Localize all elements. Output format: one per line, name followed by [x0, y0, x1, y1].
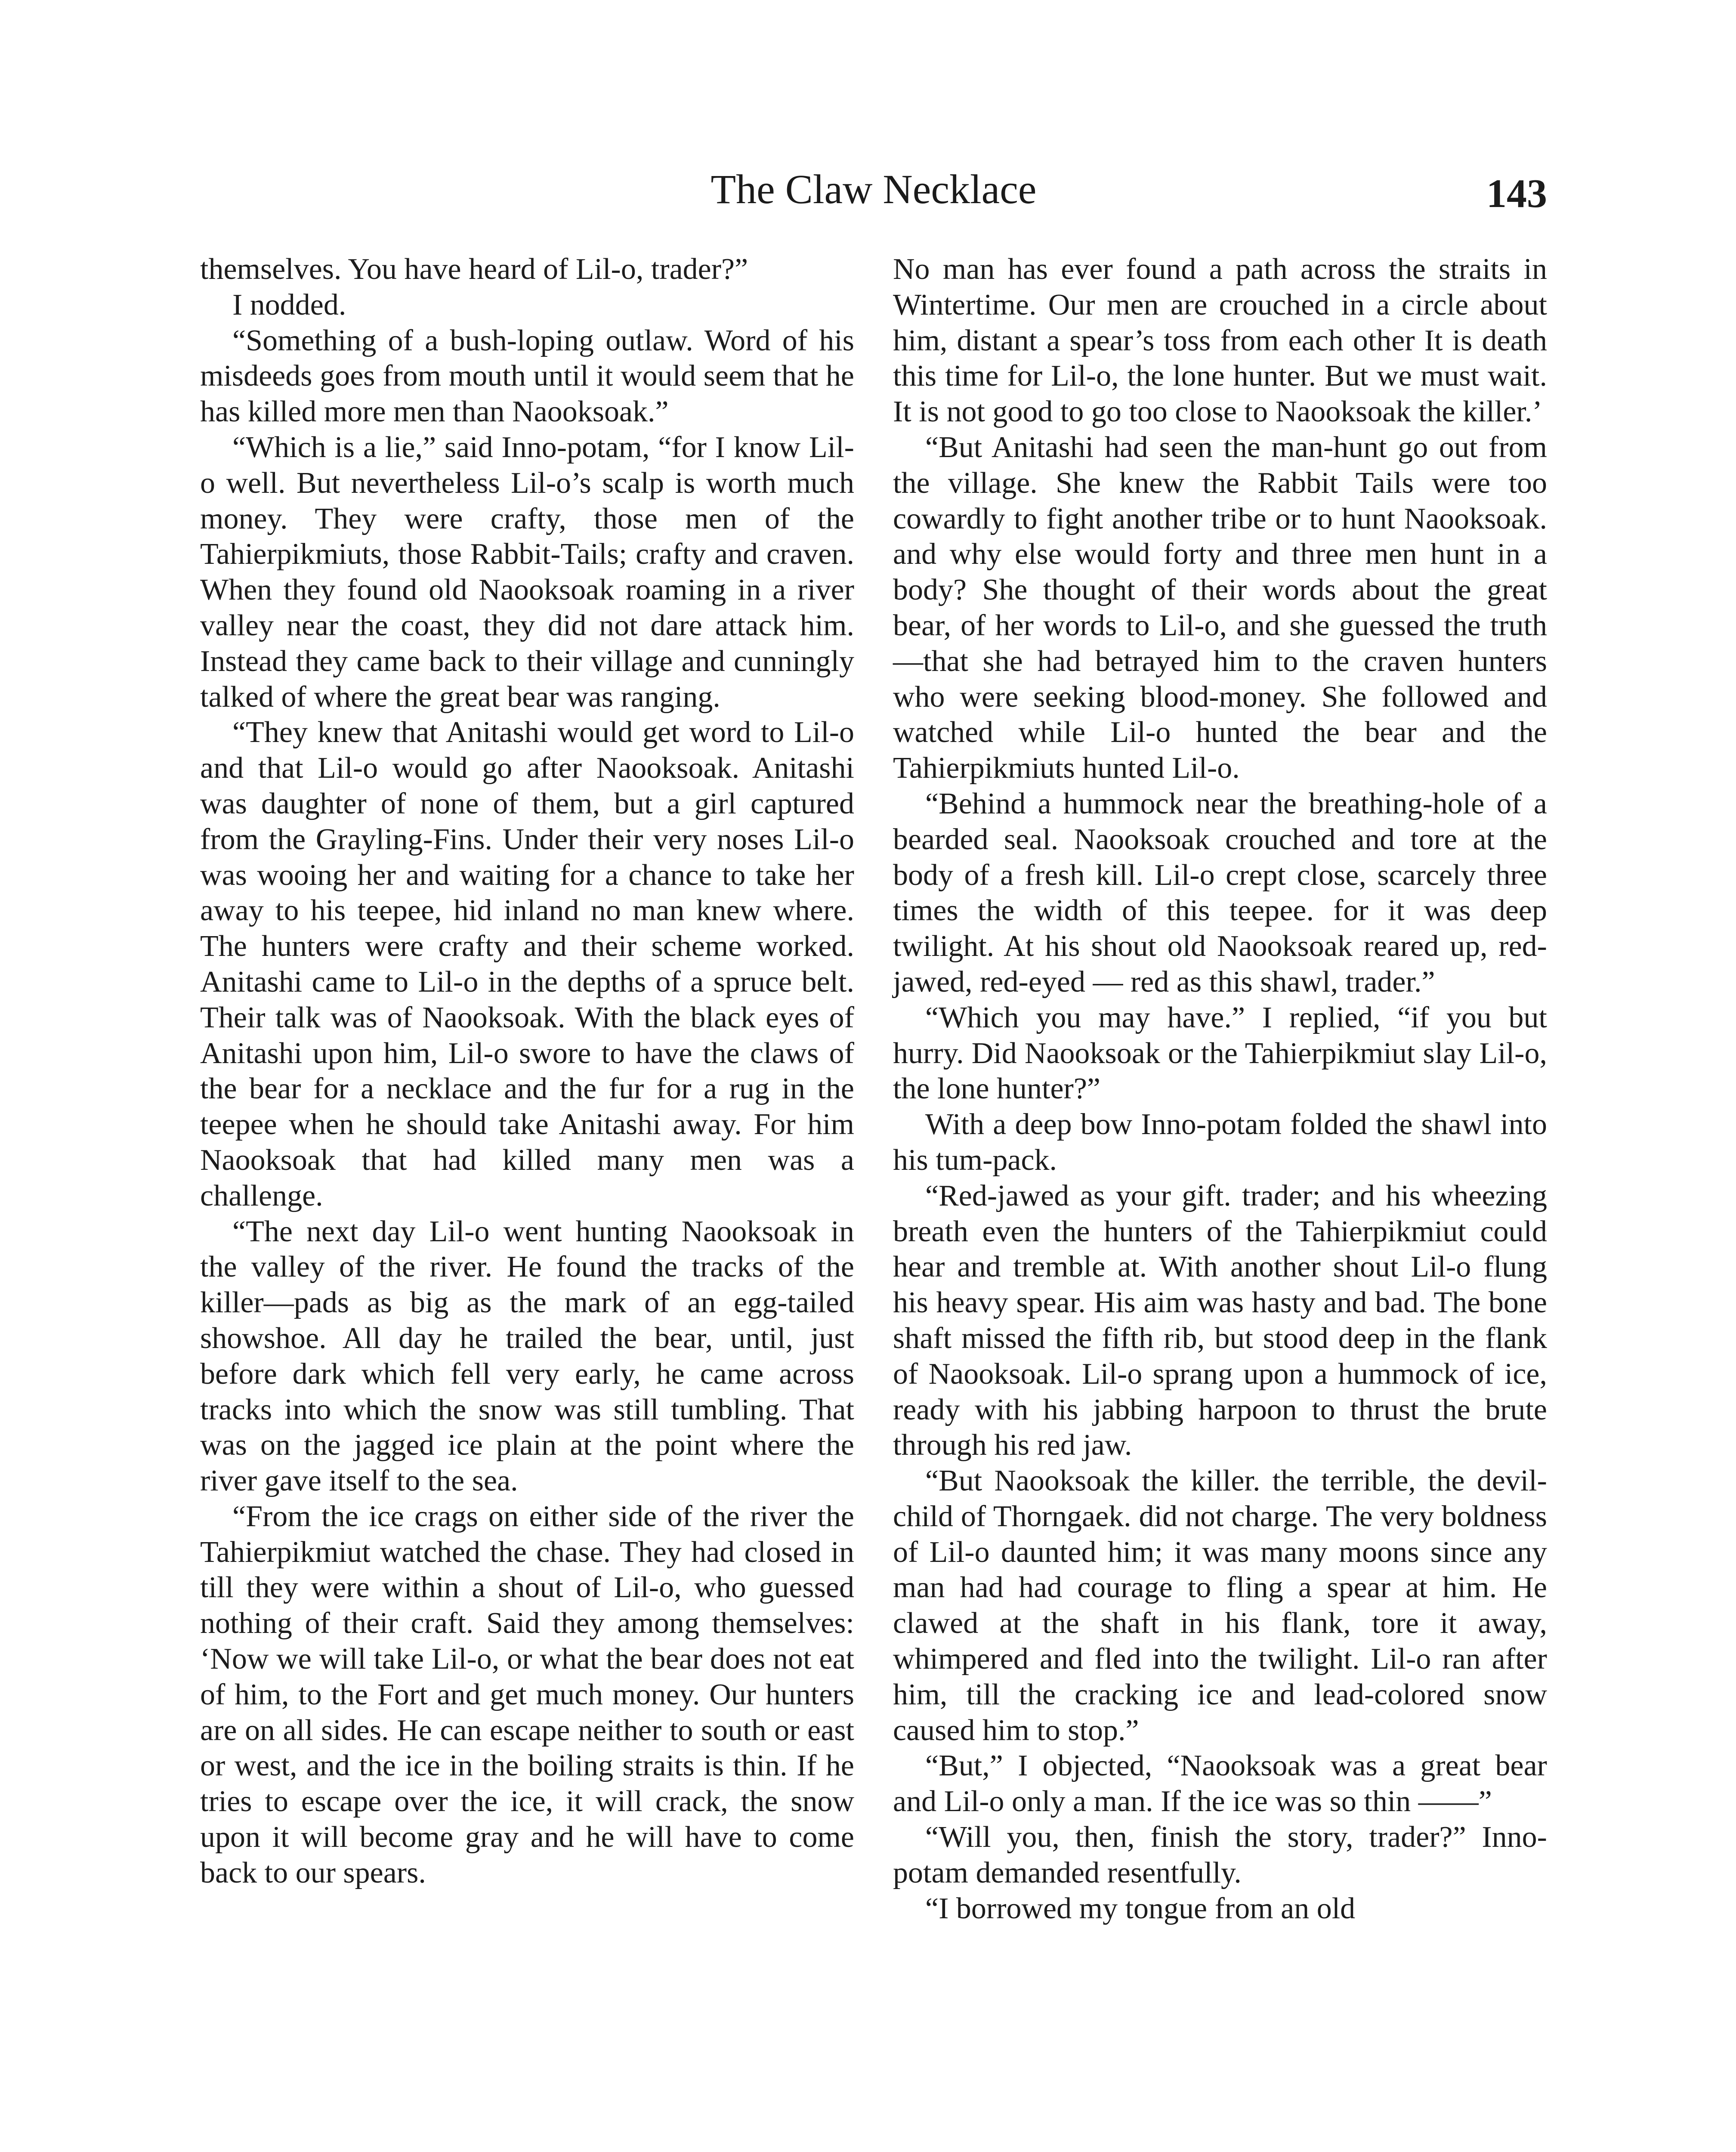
paragraph: “But,” I objected, “Naooksoak was a great bear and Lil-o only a man. If the ice was so thin ——” [893, 1749, 1547, 1818]
paragraph: “But Anitashi had seen the man-hunt go out from the village. She knew the Rabbit Tails were too cowardly to fight another tribe or to hunt Naooksoak. and why else would forty and three men hunt in a body? She thought of their words about the great bear, of her words to Lil-o, and she guessed the truth—that she had betrayed him to the craven hunters who were seeking blood-money. She followed and watched while Lil-o hunted the bear and the Tahierpikmiuts hunted Lil-o. [893, 430, 1547, 785]
paragraph: “Will you, then, finish the story, trader?” Inno-potam demanded resentfully. [893, 1821, 1547, 1889]
paragraph: “Which you may have.” I replied, “if you but hurry. Did Naooksoak or the Tahierpikmiut slay Lil-o, the lone hunter?” [893, 1001, 1547, 1106]
paragraph: “I borrowed my tongue from an old [925, 1892, 1356, 1925]
paragraph: “Behind a hummock near the breathing-hole of a bearded seal. Naooksoak crouched and tore at the body of a fresh kill. Lil-o crept close, scarcely three times the width of this teepee. for it was deep twilight. At his shout old Naooksoak reared up, red-jawed, red-eyed — red as this shawl, trader.” [893, 787, 1547, 999]
paragraph: “Something of a bush-loping outlaw. Word of his misdeeds goes from mouth until it would seem that he has killed more men than Naooksoak.” [200, 324, 854, 429]
right-text-column [893, 252, 1547, 1926]
paragraph: I nodded. [232, 288, 346, 322]
running-header [200, 155, 1547, 224]
paragraph: “The next day Lil-o went hunting Naooksoak in the valley of the river. He found the tracks of the killer—pads as big as the mark of an egg-tailed showshoe. All day he trailed the bear, until, just before dark which fell very early, he came across tracks into which the snow was still tumbling. That was on the jagged ice plain at the point where the river gave itself to the sea. [200, 1215, 854, 1498]
left-text-column [200, 252, 854, 1891]
running-title: The Claw Necklace [710, 166, 1037, 212]
paragraph: “From the ice crags on either side of the river the Tahierpikmiut watched the chase. They had closed in till they were within a shout of Lil-o, who guessed nothing of their craft. Said they among themselves: ‘Now we will take Lil-o, or what the bear does not eat of him, to the Fort and get much money. Our hunters are on all sides. He can escape neither to south or east or west, and the ice in the boiling straits is thin. If he tries to escape over the ice, it will crack, the snow upon it will become gray and he will have to come back to our spears. [200, 1500, 854, 1889]
paragraph: With a deep bow Inno-potam folded the shawl into his tum-pack. [893, 1108, 1547, 1177]
paragraph: “They knew that Anitashi would get word to Lil-o and that Lil-o would go after Naooksoak. Anitashi was daughter of none of them, but a girl captured from the Grayling-Fins. Under their very noses Lil-o was wooing her and waiting for a chance to take her away to his teepee, hid inland no man knew where. The hunters were crafty and their scheme worked. Anitashi came to Lil-o in the depths of a spruce belt. Their talk was of Naooksoak. With the black eyes of Anitashi upon him, Lil-o swore to have the claws of the bear for a necklace and the fur for a rug in the teepee when he should take Anitashi away. For him Naooksoak that had killed many men was a challenge. [200, 716, 854, 1212]
paragraph: No man has ever found a path across the straits in Wintertime. Our men are crouched in a circle about him, distant a spear’s toss from each other It is death this time for Lil-o, the lone hunter. But we must wait. It is not good to go too close to Naooksoak the killer.’ [893, 253, 1547, 429]
page-number: 143 [1486, 171, 1547, 216]
paragraph: “Red-jawed as your gift. trader; and his wheezing breath even the hunters of the Tahierpikmiut could hear and tremble at. With another shout Lil-o flung his heavy spear. His aim was hasty and bad. The bone shaft missed the fifth rib, but stood deep in the flank of Naooksoak. Lil-o sprang upon a hummock of ice, ready with his jabbing harpoon to thrust the brute through his red jaw. [893, 1179, 1547, 1462]
paragraph: themselves. You have heard of Lil-o, trader?” [200, 253, 748, 286]
paragraph: “But Naooksoak the killer. the terrible, the devil-child of Thorngaek. did not charge. The very boldness of Lil-o daunted him; it was many moons since any man had had courage to fling a spear at him. He clawed at the shaft in his flank, tore it away, whimpered and fled into the twilight. Lil-o ran after him, till the cracking ice and lead-colored snow caused him to stop.” [893, 1464, 1547, 1747]
paragraph: “Which is a lie,” said Inno-potam, “for I know Lil-o well. But nevertheless Lil-o’s scalp is worth much money. They were crafty, those men of the Tahierpikmiuts, those Rabbit-Tails; crafty and craven. When they found old Naooksoak roaming in a river valley near the coast, they did not dare attack him. Instead they came back to their village and cunningly talked of where the great bear was ranging. [200, 430, 854, 714]
